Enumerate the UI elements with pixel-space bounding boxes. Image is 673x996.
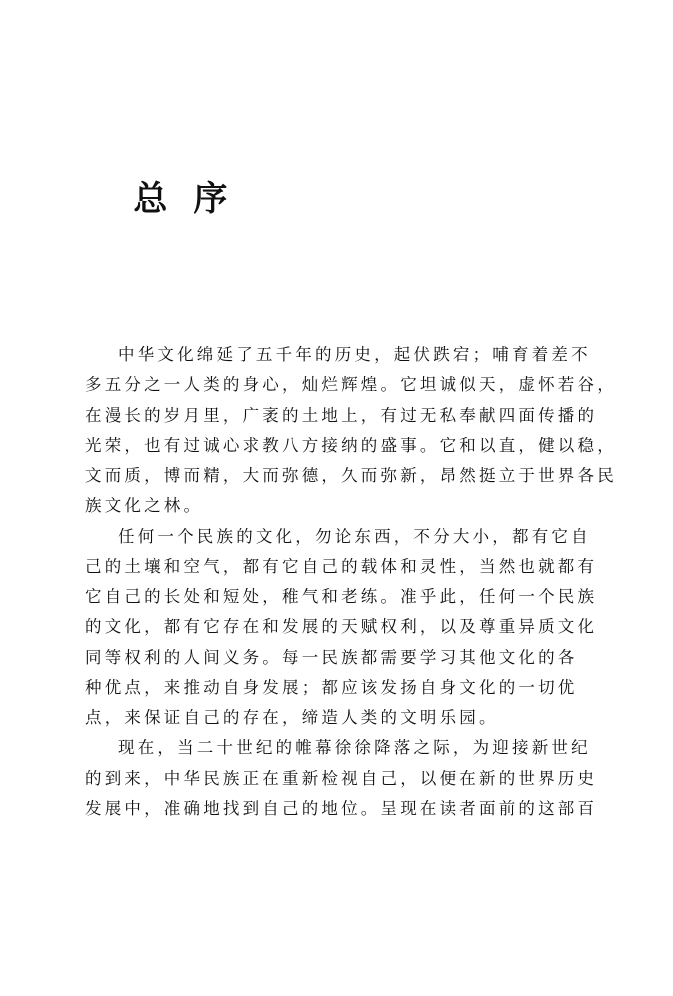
text-line: 的到来，中华民族正在重新检视自己，以便在新的世界历史 <box>85 768 598 788</box>
paragraph-3 <box>85 733 598 824</box>
text-line: 点，来保证自己的存在，缔造人类的文明乐园。 <box>85 708 499 727</box>
paragraph-2 <box>85 522 598 734</box>
text-line: 中华文化绵延了五千年的历史，起伏跌宕；哺育着差不 <box>118 345 591 364</box>
text-line: 它自己的长处和短处，稚气和老练。准乎此，任何一个民族 <box>85 587 598 606</box>
text-line: 己的土壤和空气，都有它自己的载体和灵性，当然也就都有 <box>85 556 598 576</box>
body-text <box>85 340 617 824</box>
paragraph-1 <box>85 340 617 522</box>
text-line: 光荣，也有过诚心求教八方接纳的盛事。它和以直，健以稳， <box>85 435 617 455</box>
text-line: 在漫长的岁月里，广袤的土地上，有过无私奉献四面传播的 <box>85 405 598 425</box>
title-char-1: 总 <box>133 179 168 219</box>
page-title <box>86 133 227 265</box>
text-line: 文而质，博而精，大而弥德，久而弥新，昂然挺立于世界各民 <box>85 466 617 485</box>
text-line: 多五分之一人类的身心，灿烂辉煌。它坦诚似天，虚怀若谷， <box>85 375 617 395</box>
text-line: 任何一个民族的文化，勿论东西，不分大小，都有它自 <box>118 526 591 546</box>
text-line: 族文化之林。 <box>85 496 204 516</box>
title-char-2: 序 <box>193 179 228 219</box>
text-line: 现在，当二十世纪的帷幕徐徐降落之际，为迎接新世纪 <box>118 738 591 758</box>
text-line: 发展中，准确地找到自己的地位。呈现在读者面前的这部百 <box>85 798 598 818</box>
text-line: 同等权利的人间义务。每一民族都需要学习其他文化的各 <box>85 647 578 667</box>
text-line: 种优点，来推动自身发展；都应该发扬自身文化的一切优 <box>85 677 578 697</box>
text-line: 的文化，都有它存在和发展的天赋权利，以及尊重异质文化 <box>85 617 598 637</box>
